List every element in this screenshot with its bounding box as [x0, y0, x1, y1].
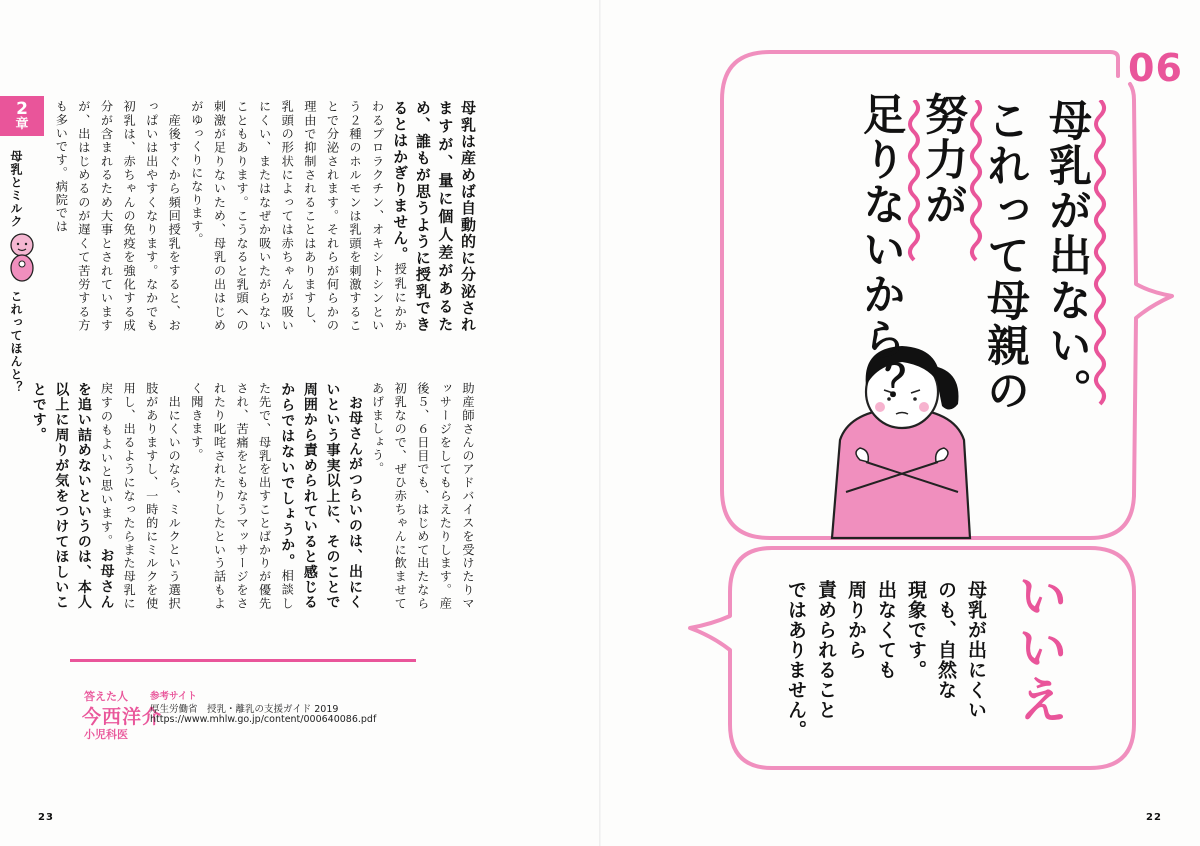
- answerer-name: 今西洋介: [82, 706, 163, 728]
- answer-line-5: 周りから: [845, 580, 867, 660]
- page-number-right: 22: [1146, 812, 1162, 823]
- answer-line-6: 責められること: [815, 580, 837, 720]
- paragraph-5: 出にくいのなら、ミルクという選択肢がありますし、一時的にミルクを使用し、出るようになったらまた母乳に戻すのもよいと思います。: [99, 382, 182, 610]
- question-line-2: これって母親の: [980, 98, 1030, 413]
- answerer-role: 小児科医: [84, 728, 128, 741]
- reference-url[interactable]: https://www.mhlw.go.jp/content/000640086.pdf: [150, 714, 377, 725]
- paragraph-4-rest: 相談した先で、母乳を出すことばかりが優先され、苦痛をともなうマッサージをされたり叱咤されたりしたという話もよく聞きます。: [189, 382, 295, 610]
- paragraph-1: 授乳にかかわるプロラクチン、オキシトシンという２種のホルモンは乳頭を刺激することで分泌されます。それらが何らかの理由で抑制されることはありますし、乳頭の形状によっては赤ちゃんが吸いにくい、またはなぜか吸いたがらないこともあります。こうなると乳頭への刺激が足りないため、母乳の出はじめがゆっくりになります。: [189, 100, 408, 332]
- answer-headline: いいえ: [1010, 570, 1068, 726]
- answer-line-3: 現象です。: [905, 580, 927, 680]
- answer-line-4: 出なくても: [875, 580, 897, 680]
- answer-line-7: ではありません。: [785, 580, 807, 740]
- question-number-badge: 06: [1128, 46, 1183, 90]
- answerer-label: 答えた人: [84, 690, 128, 703]
- side-title-section: 母乳とミルク: [9, 150, 23, 228]
- answer-line-2: のも、自然な: [935, 580, 957, 700]
- question-line-1: 母乳が出ない。: [1042, 98, 1092, 413]
- page-number-left: 23: [38, 812, 54, 823]
- side-title-question: これってほんと？: [9, 290, 23, 394]
- chapter-label: 章: [15, 117, 29, 132]
- paragraph-2: 産後すぐから頻回授乳をすると、おっぱいは出やすくなります。なかでも初乳は、赤ちゃんの免疫を強化する成分が含まれるため大事とされていますが、出はじめるのが遅くて苦労する方も多いです。病院では: [54, 100, 182, 332]
- paragraph-3: 助産師さんのアドバイスを受けたりマッサージをしてもらえたりします。産後５、６日目でも、はじめて出たなら初乳なので、ぜひ赤ちゃんに飲ませてあげましょう。: [370, 382, 475, 610]
- reference-title: 厚生労働省 授乳・離乳の支援ガイド 2019: [150, 704, 339, 715]
- question-line-3: 努力が: [918, 92, 968, 227]
- answer-line-1: 母乳が出にくい: [965, 580, 987, 720]
- question-line-4: 足りないから？: [856, 92, 906, 407]
- chapter-number: 2: [16, 99, 28, 119]
- reference-label: 参考サイト: [150, 691, 197, 702]
- paragraph-4-bold: お母さんがつらいのは、出にくいという事実以上に、そのことで周囲から責められていると感じるからではないでしょうか。: [279, 382, 364, 610]
- paragraph-5-bold: お母さんを追い詰めないというのは、本人以上に周りが気をつけてほしいことです。: [30, 382, 115, 610]
- intro-bold-text: 母乳は産めば自動的に分泌されますが、量に個人差があるため、誰もが思うように授乳できるとはかぎりません。: [391, 100, 477, 332]
